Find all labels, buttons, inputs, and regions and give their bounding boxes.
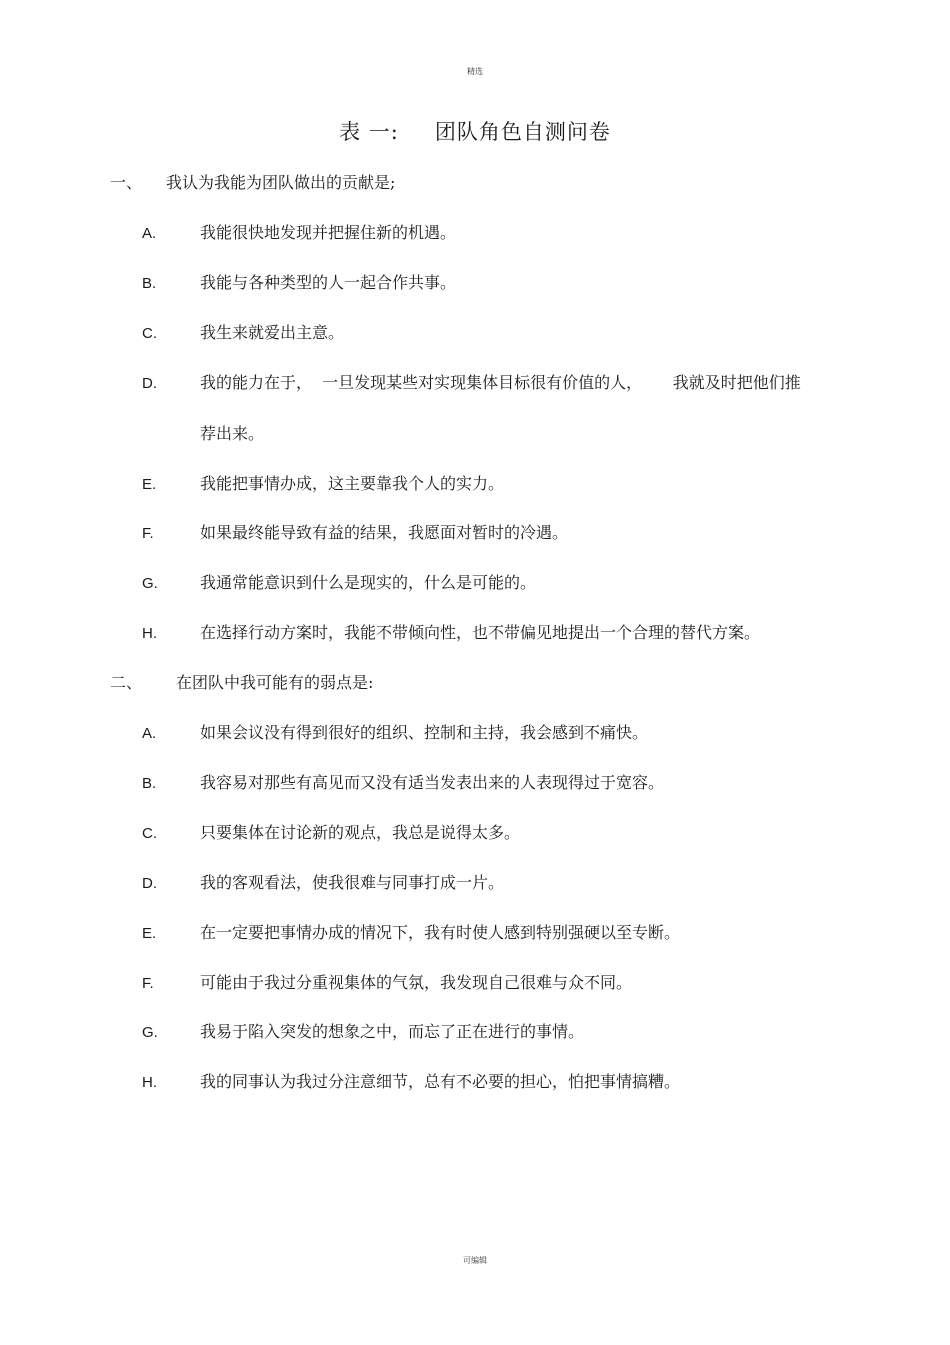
section-heading-2	[110, 670, 373, 693]
item-text: 我能很快地发现并把握住新的机遇。	[200, 223, 457, 242]
section-number: 二、	[110, 673, 143, 692]
item-letter: D.	[142, 875, 157, 892]
list-item	[142, 320, 862, 343]
item-text: 我能与各种类型的人一起合作共事。	[200, 273, 457, 292]
section-heading-1	[110, 170, 395, 193]
list-item	[142, 970, 862, 993]
section-heading-text: 我认为我能为团队做出的贡献是;	[166, 173, 396, 192]
item-letter: A.	[142, 725, 157, 742]
item-text: 如果最终能导致有益的结果，我愿面对暂时的冷遇。	[200, 523, 569, 542]
item-text: 我易于陷入突发的想象之中，而忘了正在进行的事情。	[200, 1022, 585, 1041]
section-heading-text: 在团队中我可能有的弱点是:	[176, 673, 374, 692]
list-item	[142, 770, 862, 793]
item-text: 在选择行动方案时，我能不带倾向性，也不带偏见地提出一个合理的替代方案。	[200, 623, 761, 642]
header-note: 精选	[467, 67, 483, 76]
item-letter: B.	[142, 775, 157, 792]
list-item	[142, 471, 862, 494]
item-letter: H.	[142, 1074, 157, 1091]
item-letter: E.	[142, 925, 157, 942]
item-letter: E.	[142, 476, 157, 493]
item-text: 我生来就爱出主意。	[200, 323, 345, 342]
list-item	[142, 1069, 862, 1092]
item-letter: F.	[142, 975, 154, 992]
item-text: 我的同事认为我过分注意细节，总有不必要的担心，怕把事情搞糟。	[200, 1072, 681, 1091]
item-text-continuation: 荐出来。	[200, 424, 265, 443]
item-text: 我能把事情办成，这主要靠我个人的实力。	[200, 474, 505, 493]
list-item	[142, 820, 862, 843]
list-item	[142, 520, 862, 543]
footer-note: 可编辑	[463, 1256, 487, 1265]
item-text: 我的能力在于， 一旦发现某些对实现集体目标很有价值的人， 我就及时把他们推	[200, 373, 801, 392]
item-text: 只要集体在讨论新的观点，我总是说得太多。	[200, 823, 521, 842]
page-title	[0, 116, 950, 146]
item-text: 我的客观看法，使我很难与同事打成一片。	[200, 873, 505, 892]
item-letter: A.	[142, 225, 157, 242]
item-letter: G.	[142, 575, 158, 592]
list-item	[142, 920, 862, 943]
item-text: 我容易对那些有高见而又没有适当发表出来的人表现得过于宽容。	[200, 773, 665, 792]
item-text: 可能由于我过分重视集体的气氛，我发现自己很难与众不同。	[200, 973, 633, 992]
title-main: 团队角色自测问卷	[434, 120, 611, 144]
list-item	[142, 370, 862, 444]
list-item	[142, 620, 862, 643]
item-letter: H.	[142, 625, 157, 642]
item-letter: C.	[142, 325, 157, 342]
section-number: 一、	[110, 173, 143, 192]
item-letter: F.	[142, 525, 154, 542]
item-text: 我通常能意识到什么是现实的，什么是可能的。	[200, 573, 537, 592]
list-item	[142, 220, 862, 243]
title-prefix: 表 一:	[339, 120, 399, 144]
list-item	[142, 270, 862, 293]
item-letter: C.	[142, 825, 157, 842]
item-text: 在一定要把事情办成的情况下，我有时使人感到特别强硬以至专断。	[200, 923, 681, 942]
list-item	[142, 720, 862, 743]
item-text: 如果会议没有得到很好的组织、控制和主持，我会感到不痛快。	[200, 723, 649, 742]
list-item	[142, 870, 862, 893]
item-letter: B.	[142, 275, 157, 292]
item-letter: G.	[142, 1024, 158, 1041]
item-letter: D.	[142, 375, 157, 392]
list-item	[142, 1019, 862, 1042]
list-item	[142, 570, 862, 593]
